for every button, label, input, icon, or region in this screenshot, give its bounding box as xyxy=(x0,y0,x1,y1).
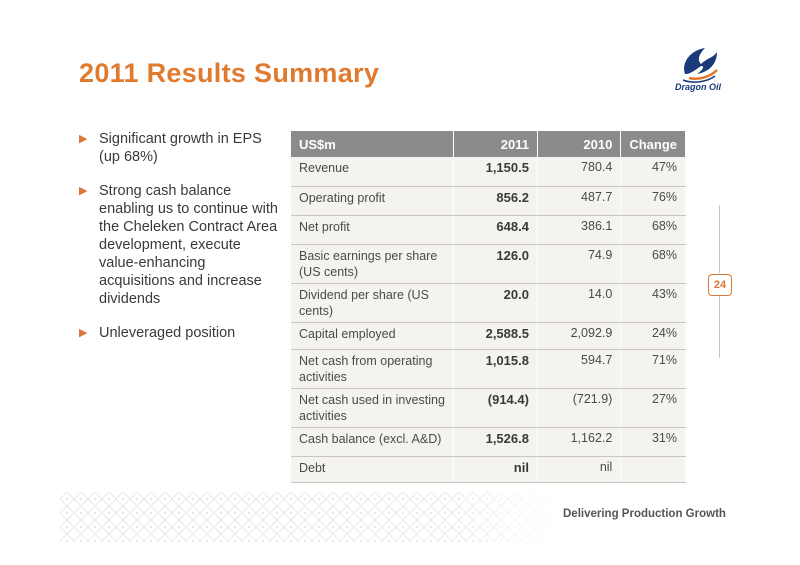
triangle-bullet-icon: ▶ xyxy=(79,133,88,145)
value-2010: 2,092.9 xyxy=(537,322,620,349)
value-2011: nil xyxy=(454,456,538,482)
dragon-oil-logo xyxy=(667,44,729,96)
value-2010: 487.7 xyxy=(537,186,620,215)
value-2010: 74.9 xyxy=(537,244,620,283)
triangle-bullet-icon: ▶ xyxy=(79,327,88,339)
table-row xyxy=(291,456,686,482)
row-label: Net cash from operating activities xyxy=(291,349,454,388)
row-label: Debt xyxy=(291,456,454,482)
table-row xyxy=(291,244,686,283)
header-change: Change xyxy=(621,131,686,157)
table-row xyxy=(291,283,686,322)
value-change: 76% xyxy=(621,186,686,215)
header-2010: 2010 xyxy=(537,131,620,157)
row-label: Dividend per share (US cents) xyxy=(291,283,454,322)
value-2010: 780.4 xyxy=(537,157,620,186)
results-table xyxy=(291,131,686,483)
header-2011: 2011 xyxy=(454,131,538,157)
bullet-item xyxy=(79,182,279,308)
value-2010: (721.9) xyxy=(537,388,620,427)
bullet-list xyxy=(79,130,279,358)
table-row xyxy=(291,322,686,349)
value-change: 43% xyxy=(621,283,686,322)
header-usdm: US$m xyxy=(291,131,454,157)
page-rule-top xyxy=(719,205,720,273)
value-2010: 386.1 xyxy=(537,215,620,244)
bullet-text: Unleveraged position xyxy=(99,325,236,341)
logo-text: Dragon Oil xyxy=(674,82,721,92)
value-2011: 1,150.5 xyxy=(454,157,538,186)
table-row xyxy=(291,186,686,215)
table-header-row xyxy=(291,131,686,157)
bullet-item xyxy=(79,130,279,166)
value-2011: 1,015.8 xyxy=(454,349,538,388)
page-number: 24 xyxy=(708,274,732,296)
slide-title: 2011 Results Summary xyxy=(79,58,380,88)
value-change xyxy=(621,456,686,482)
row-label: Net profit xyxy=(291,215,454,244)
value-2011: 20.0 xyxy=(454,283,538,322)
row-label: Basic earnings per share (US cents) xyxy=(291,244,454,283)
row-label: Cash balance (excl. A&D) xyxy=(291,427,454,456)
table-row xyxy=(291,388,686,427)
table-row xyxy=(291,157,686,186)
bullet-text: Strong cash balance enabling us to continue with the Cheleken Contract Area development, execute value-enhancing acquisitions and increase dividends xyxy=(99,183,278,307)
bullet-text: Significant growth in EPS (up 68%) xyxy=(99,131,262,165)
row-label: Operating profit xyxy=(291,186,454,215)
triangle-bullet-icon: ▶ xyxy=(79,185,88,197)
value-change: 68% xyxy=(621,215,686,244)
table-row xyxy=(291,349,686,388)
value-2011: (914.4) xyxy=(454,388,538,427)
row-label: Net cash used in investing activities xyxy=(291,388,454,427)
value-change: 68% xyxy=(621,244,686,283)
row-label: Capital employed xyxy=(291,322,454,349)
value-change: 24% xyxy=(621,322,686,349)
value-2011: 126.0 xyxy=(454,244,538,283)
table-row xyxy=(291,427,686,456)
value-2011: 856.2 xyxy=(454,186,538,215)
footer-tagline: Delivering Production Growth xyxy=(563,508,726,520)
table-row xyxy=(291,215,686,244)
value-2011: 1,526.8 xyxy=(454,427,538,456)
value-change: 27% xyxy=(621,388,686,427)
dragon-icon xyxy=(667,44,729,84)
value-change: 31% xyxy=(621,427,686,456)
value-change: 71% xyxy=(621,349,686,388)
bullet-item xyxy=(79,324,279,342)
page-rule-bottom xyxy=(719,296,720,358)
value-2011: 2,588.5 xyxy=(454,322,538,349)
value-2010: 14.0 xyxy=(537,283,620,322)
row-label: Revenue xyxy=(291,157,454,186)
value-2010: 594.7 xyxy=(537,349,620,388)
value-change: 47% xyxy=(621,157,686,186)
value-2010: 1,162.2 xyxy=(537,427,620,456)
value-2010: nil xyxy=(537,456,620,482)
value-2011: 648.4 xyxy=(454,215,538,244)
decorative-pattern xyxy=(60,492,560,542)
